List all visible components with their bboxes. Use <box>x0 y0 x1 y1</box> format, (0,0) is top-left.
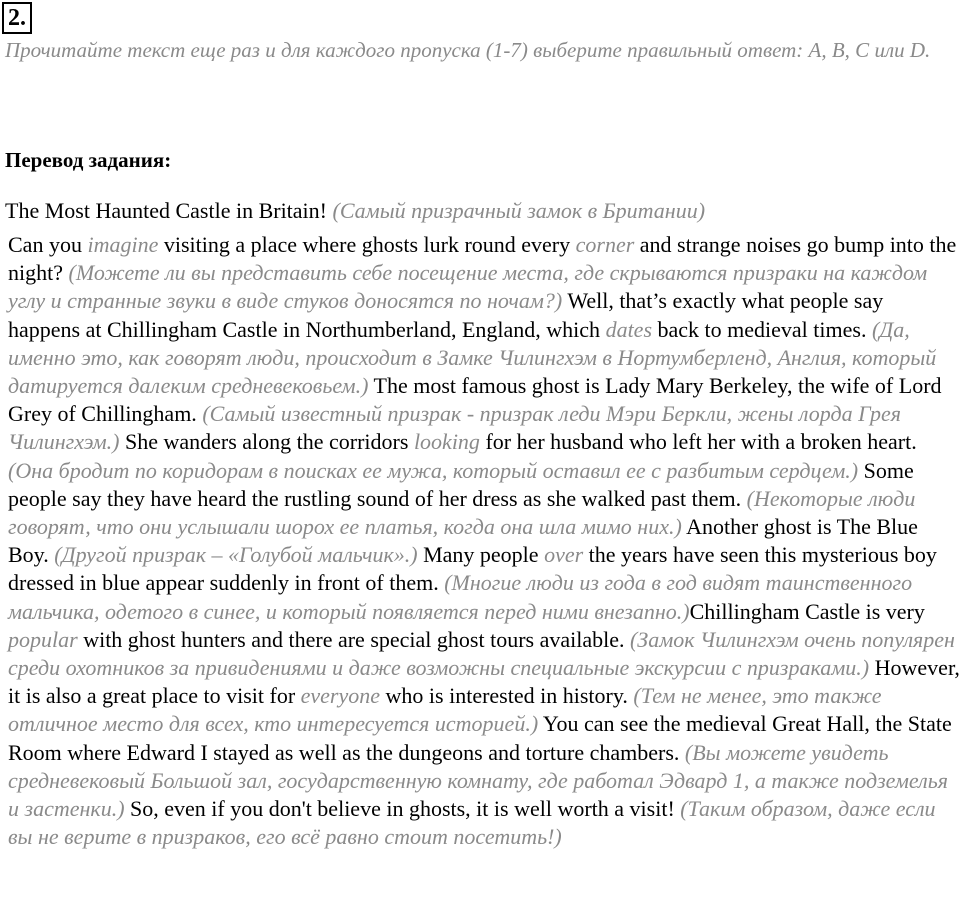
english-text: for her husband who left her with a broken heart. <box>479 429 917 455</box>
english-text: You can see the medieval Great Hall, the State Room where Edward I stayed as well as the dungeons and torture chambers. <box>8 711 952 765</box>
english-text: Chillingham Castle is very <box>689 598 925 624</box>
english-text: So, even if you don't believe in ghosts, it is well worth a visit! <box>124 796 681 822</box>
russian-translation: (Самый известный призрак - призрак леди Мэри Беркли, жены лорда Грея Чилингхэм.) <box>8 401 901 455</box>
english-text: with ghost hunters and there are special ghost tours available. <box>77 626 630 652</box>
english-text: back to medieval times. <box>652 316 872 342</box>
russian-translation: (Можете ли вы представить себе посещение места, где скрываются призраки на каждом углу и странные звуки в виде стуков доносятся по ночам?) <box>8 260 928 314</box>
russian-translation: (Замок Чилингхэм очень популярен среди охотников за привидениями и даже возможны специальные экскурсии с призраками.) <box>8 626 955 681</box>
english-text: Many people <box>417 542 545 568</box>
answer-word: popular <box>8 626 78 652</box>
russian-translation: (Вы можете увидеть средневековый Большой зал, государственную комнату, где работал Эдвард 1, а также подземелья и застенки.) <box>8 739 948 822</box>
english-text: the years have seen this mysterious boy dressed in blue appear suddenly in front of them. <box>8 542 937 596</box>
translation-heading: Перевод задания: <box>5 148 172 172</box>
english-text: The most famous ghost is Lady Mary Berkeley, the wife of Lord Grey of Chillingham. <box>8 373 942 427</box>
answer-word: dates <box>605 316 653 342</box>
russian-translation: (Тем не менее, это также отличное место для всех, кто интересуется историей.) <box>8 683 882 737</box>
russian-translation: (Она бродит по коридорам в поисках ее мужа, который оставил ее с разбитым сердцем.) <box>8 457 859 483</box>
russian-translation: (Да, именно это, как говорят люди, происходит в Замке Чилингхэм в Нортумберленд, Англия, который датируется далеким средневековьем.) <box>8 316 937 399</box>
title-russian: (Самый призрачный замок в Британии) <box>332 198 706 223</box>
text-title <box>5 197 955 225</box>
english-text: and strange noises go bump into the night? <box>8 232 957 286</box>
answer-word: imagine <box>87 232 159 257</box>
title-english: The Most Haunted Castle in Britain! <box>5 198 327 223</box>
english-text: However, it is also a great place to visit for <box>8 655 960 709</box>
russian-translation: (Другой призрак – «Голубой мальчик».) <box>54 542 418 568</box>
answer-word: over <box>544 542 584 568</box>
russian-translation: (Таким образом, даже если вы не верите в призраков, его всё равно стоит посетить!) <box>8 796 936 850</box>
task-number: 2. <box>2 2 32 34</box>
english-text: visiting a place where ghosts lurk round every <box>158 232 576 257</box>
russian-translation: (Некоторые люди говорят, что они услышали шорох ее платья, когда она шла мимо них.) <box>8 485 916 540</box>
english-text: Some people say they have heard the rustling sound of her dress as she walked past them. <box>8 457 914 511</box>
answer-word: everyone <box>300 683 381 709</box>
russian-translation: (Многие люди из года в год видят таинственного мальчика, одетого в синее, и который появляется перед ними внезапно.) <box>8 570 913 624</box>
task-instruction: Прочитайте текст еще раз и для каждого пропуска (1-7) выберите правильный ответ: A, B, C или D. <box>5 38 931 62</box>
english-text: Well, that’s exactly what people say happens at Chillingham Castle in Northumberland, England, which <box>8 288 884 342</box>
english-text: She wanders along the corridors <box>119 429 414 455</box>
answer-word: corner <box>575 232 635 257</box>
english-text: Another ghost is The Blue Boy. <box>8 514 918 568</box>
english-text: who is interested in history. <box>380 683 634 709</box>
answer-word: looking <box>413 429 480 455</box>
text-body <box>8 231 960 851</box>
english-text: Can you <box>8 232 88 257</box>
